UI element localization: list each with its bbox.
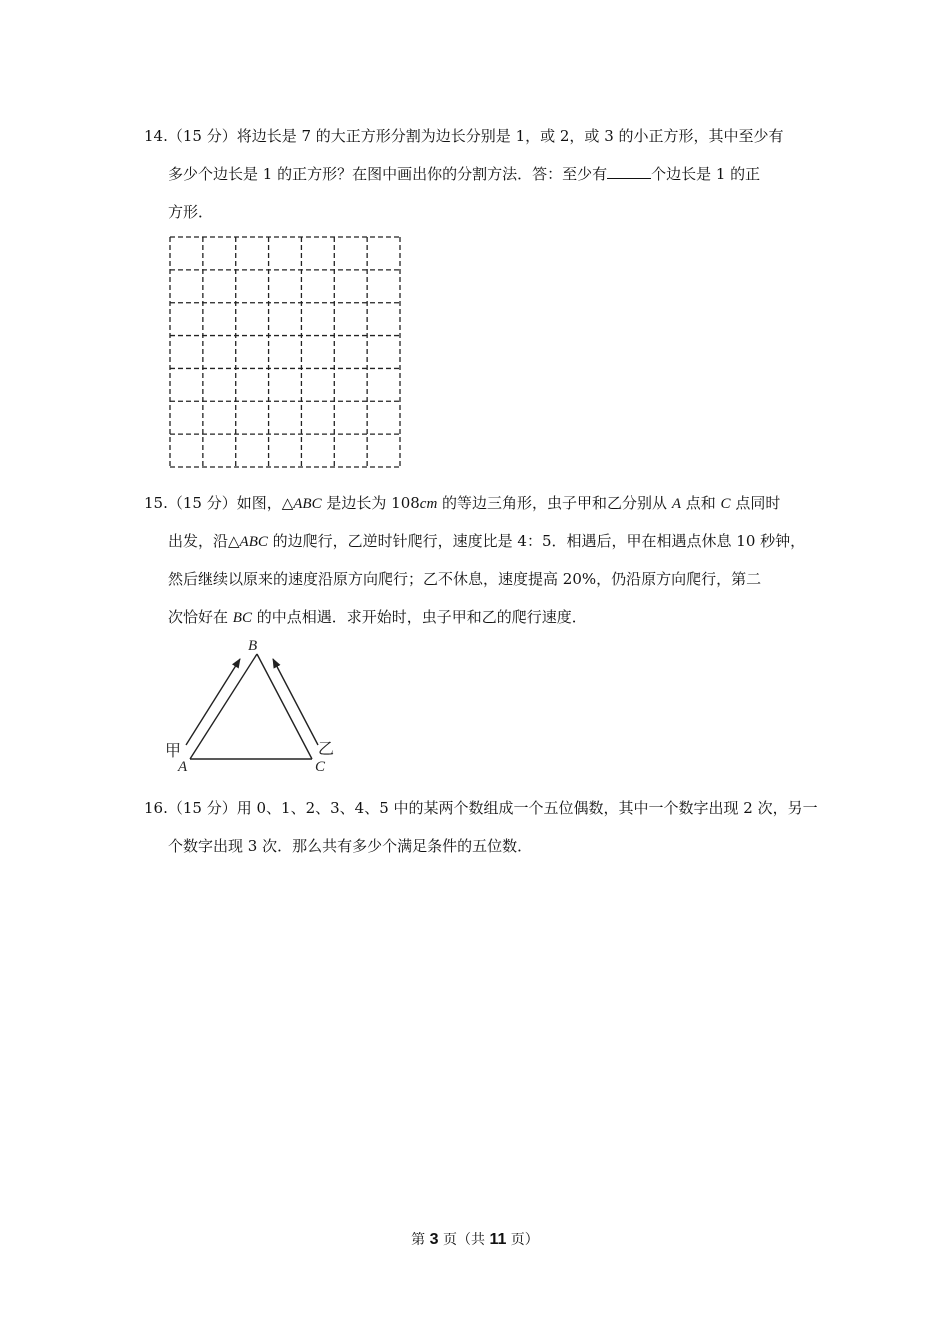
- q16-number: 16.: [144, 799, 168, 817]
- q14-score: （15 分）: [167, 127, 237, 145]
- q15-score: （15 分）: [167, 494, 237, 512]
- q14-line-3: [168, 202, 213, 222]
- arrow-yi: [273, 659, 318, 745]
- q14-answer-blank[interactable]: [607, 164, 651, 179]
- q14-text-2b: 个边长是 1 的正: [651, 165, 761, 183]
- q14-number: 14.: [144, 127, 168, 145]
- q16-line-1: [144, 798, 818, 818]
- q14-line-1: [144, 126, 784, 146]
- dashed-grid-figure: [169, 236, 401, 468]
- footer-prefix: 第: [411, 1232, 430, 1248]
- triangle-figure: [160, 632, 340, 777]
- q15-bc: BC: [232, 610, 252, 626]
- q15-text-1b: 是边长为 108: [321, 494, 420, 512]
- q16-score: （15 分）: [167, 799, 237, 817]
- q15-text-1e: 点同时: [730, 494, 781, 512]
- q15-text-2b: 的边爬行，乙逆时针爬行，速度比是 4：5．相遇后，甲在相遇点休息 10 秒钟，: [267, 532, 806, 550]
- q15-line-1: [144, 493, 780, 514]
- q16-text-2: 个数字出现 3 次．那么共有多少个满足条件的五位数．: [168, 837, 533, 855]
- label-c: C: [315, 759, 326, 775]
- q15-line-3: [168, 569, 761, 589]
- side-ab: [190, 654, 257, 759]
- q16-line-2: [168, 836, 532, 856]
- q15-point-c: C: [720, 496, 731, 512]
- footer-middle: 页（共: [438, 1232, 490, 1248]
- side-bc: [257, 654, 312, 759]
- q15-text-3: 然后继续以原来的速度沿原方向爬行；乙不休息，速度提高 20%，仍沿原方向爬行，第二: [168, 570, 762, 588]
- label-b: B: [248, 638, 258, 654]
- q16-text-1: 用 0、1、2、3、4、5 中的某两个数组成一个五位偶数，其中一个数字出现 2 次，另一: [236, 799, 818, 817]
- q15-text-1c: 的等边三角形，虫子甲和乙分别从: [437, 494, 672, 512]
- q14-text-1: 将边长是 7 的大正方形分割为边长分别是 1，或 2，或 3 的小正方形，其中至少有: [236, 127, 784, 145]
- label-yi: 乙: [318, 739, 335, 758]
- q15-line-4: [168, 607, 587, 628]
- q14-text-2a: 多少个边长是 1 的正方形？在图中画出你的分割方法．答：至少有: [168, 165, 608, 183]
- footer-total-pages: 11: [489, 1231, 507, 1248]
- footer-suffix: 页）: [506, 1232, 539, 1248]
- q15-text-2a: 出发，沿△: [168, 532, 240, 550]
- q15-text-1d: 点和: [681, 494, 721, 512]
- q15-number: 15.: [144, 494, 168, 512]
- q15-cm: cm: [419, 496, 438, 512]
- q15-point-a: A: [671, 496, 681, 512]
- arrow-jia: [186, 659, 240, 745]
- q15-abc-2: ABC: [239, 534, 268, 550]
- q15-line-2: [168, 531, 805, 552]
- label-a: A: [178, 759, 188, 775]
- q15-text-4a: 次恰好在: [168, 608, 233, 626]
- q15-abc: ABC: [293, 496, 322, 512]
- page-footer: [0, 1229, 950, 1249]
- q15-text-1a: 如图，△: [236, 494, 294, 512]
- footer-page-number: 3: [429, 1231, 439, 1248]
- q14-text-3: 方形．: [168, 203, 214, 221]
- q15-text-4b: 的中点相遇．求开始时，虫子甲和乙的爬行速度．: [251, 608, 587, 626]
- label-jia: 甲: [165, 741, 182, 760]
- q14-line-2: [168, 164, 760, 184]
